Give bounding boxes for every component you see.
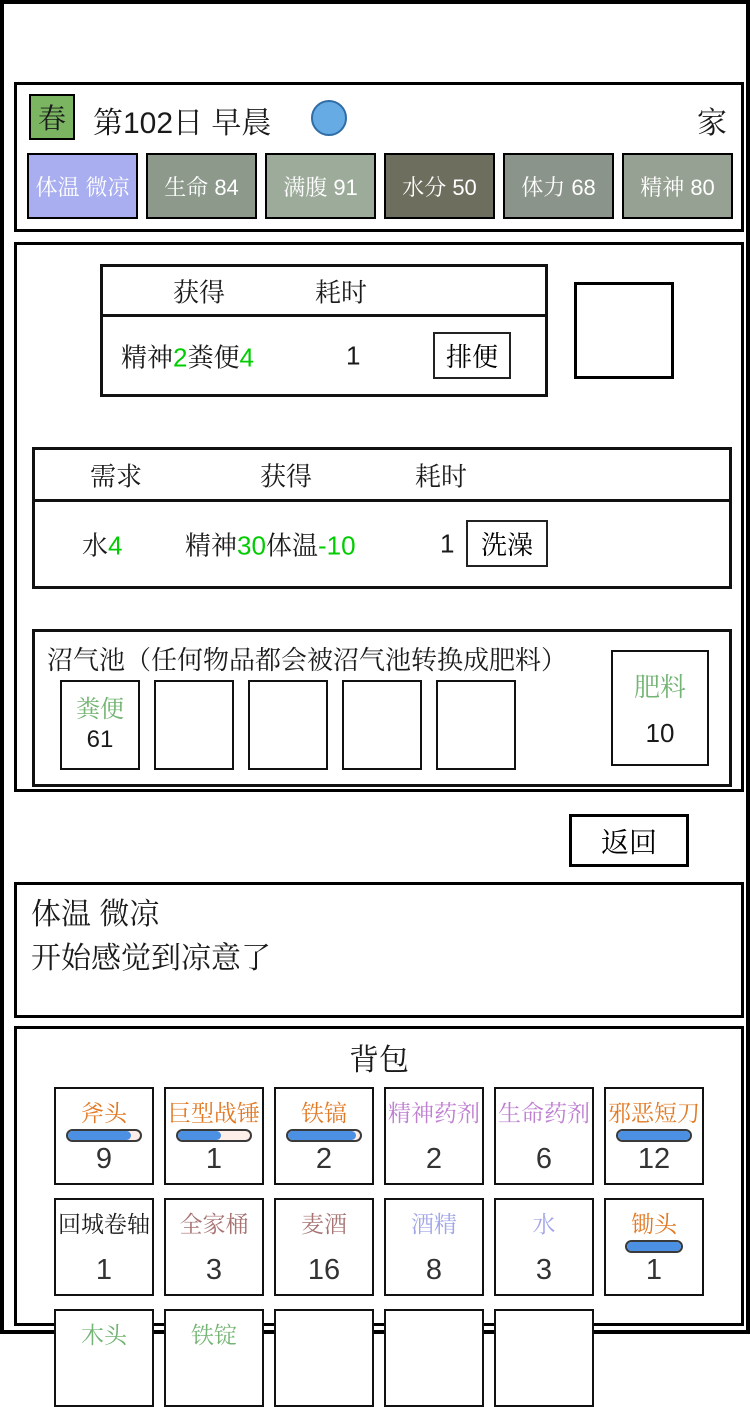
bath-time-value: 1 xyxy=(440,528,455,559)
backpack-item[interactable] xyxy=(54,1309,154,1407)
text-part: 2 xyxy=(173,342,188,372)
fertilizer-box[interactable] xyxy=(611,650,709,766)
backpack-item[interactable] xyxy=(274,1198,374,1296)
item-name: 全家桶 xyxy=(179,1211,249,1237)
backpack-title: 背包 xyxy=(349,1044,409,1077)
item-name: 斧头 xyxy=(81,1100,127,1126)
message-line: 体温 微凉 xyxy=(31,898,160,931)
biogas-slot-empty[interactable] xyxy=(342,680,422,770)
item-name: 麦酒 xyxy=(301,1211,347,1237)
status-badge: 体力 68 xyxy=(503,153,614,219)
defecate-time-value: 1 xyxy=(346,340,361,370)
backpack-item[interactable] xyxy=(384,1087,484,1185)
item-count: 16 xyxy=(307,1254,341,1286)
backpack-item[interactable] xyxy=(384,1198,484,1296)
text-part: 体温 xyxy=(265,530,318,561)
fertilizer-name: 肥料 xyxy=(633,672,686,702)
text-part: 4 xyxy=(108,530,123,561)
defecate-table xyxy=(100,264,548,397)
slot-item-name: 粪便 xyxy=(76,696,124,723)
biogas-label: 沼气池（任何物品都会被沼气池转换成肥料） xyxy=(47,645,568,675)
item-count: 2 xyxy=(315,1143,333,1175)
item-name: 精神药剂 xyxy=(388,1100,480,1126)
item-count: 1 xyxy=(645,1254,663,1286)
bath-table xyxy=(32,447,732,589)
column-need: 需求 xyxy=(90,461,143,491)
status-badge: 水分 50 xyxy=(384,153,495,219)
text-part: 粪便 xyxy=(187,342,240,372)
item-name: 回城卷轴 xyxy=(58,1211,150,1237)
durability-bar xyxy=(616,1129,692,1142)
season-badge: 春 xyxy=(29,94,75,140)
bath-need-value xyxy=(82,526,122,563)
item-count: 3 xyxy=(205,1254,223,1286)
fertilizer-count: 10 xyxy=(645,718,675,748)
column-time: 耗时 xyxy=(415,461,468,491)
backpack-item[interactable] xyxy=(54,1087,154,1185)
biogas-slot-empty[interactable] xyxy=(154,680,234,770)
defecate-table-header xyxy=(103,267,545,317)
item-count: 8 xyxy=(425,1254,443,1286)
durability-fill xyxy=(178,1131,221,1140)
text-part: -10 xyxy=(317,530,356,561)
message-box xyxy=(14,882,744,1018)
backpack-item[interactable] xyxy=(604,1087,704,1185)
backpack-item[interactable] xyxy=(604,1198,704,1296)
stats-row xyxy=(27,153,733,219)
bath-gain-value xyxy=(185,526,356,563)
backpack-item[interactable] xyxy=(274,1087,374,1185)
text-part: 水 xyxy=(82,530,109,561)
item-count: 1 xyxy=(95,1254,113,1286)
durability-fill xyxy=(618,1131,690,1140)
status-badge: 体温 微凉 xyxy=(27,153,138,219)
item-count: 2 xyxy=(425,1143,443,1175)
time-of-day-icon xyxy=(311,100,347,136)
backpack-item[interactable] xyxy=(494,1198,594,1296)
biogas-slot-empty[interactable] xyxy=(248,680,328,770)
bath-table-header xyxy=(35,450,729,502)
item-name: 锄头 xyxy=(631,1211,677,1237)
item-name: 酒精 xyxy=(411,1211,457,1237)
backpack-item-empty[interactable] xyxy=(494,1309,594,1407)
slot-item-count: 61 xyxy=(86,726,114,753)
location-label: 家 xyxy=(697,107,727,140)
durability-fill xyxy=(288,1131,356,1140)
back-button[interactable]: 返回 xyxy=(569,814,689,867)
biogas-slot-filled[interactable] xyxy=(60,680,140,770)
item-name: 铁锭 xyxy=(191,1322,237,1348)
backpack-item[interactable] xyxy=(494,1087,594,1185)
item-count: 9 xyxy=(95,1143,113,1175)
durability-bar xyxy=(66,1129,142,1142)
item-count: 6 xyxy=(535,1143,553,1175)
durability-fill xyxy=(68,1131,131,1140)
bathe-button[interactable]: 洗澡 xyxy=(466,520,548,567)
item-count: 3 xyxy=(535,1254,553,1286)
item-name: 邪恶短刀 xyxy=(608,1100,700,1126)
backpack-panel xyxy=(14,1026,744,1348)
backpack-item[interactable] xyxy=(54,1198,154,1296)
biogas-section xyxy=(32,629,732,787)
item-name: 巨型战锤 xyxy=(168,1100,260,1126)
item-count: 1 xyxy=(205,1143,223,1175)
status-badge: 精神 80 xyxy=(622,153,733,219)
defecate-gain-value xyxy=(121,337,254,374)
defecate-row xyxy=(103,317,545,394)
text-part: 精神 xyxy=(121,342,174,372)
durability-bar xyxy=(286,1129,362,1142)
backpack-item[interactable] xyxy=(164,1309,264,1407)
empty-item-slot[interactable] xyxy=(574,282,674,379)
biogas-slots xyxy=(60,680,516,770)
backpack-item[interactable] xyxy=(164,1087,264,1185)
column-time: 耗时 xyxy=(315,277,368,307)
backpack-item-empty[interactable] xyxy=(274,1309,374,1407)
biogas-slot-empty[interactable] xyxy=(436,680,516,770)
column-gain: 获得 xyxy=(260,461,313,491)
header-panel xyxy=(14,82,744,232)
item-name: 生命药剂 xyxy=(498,1100,590,1126)
durability-bar xyxy=(625,1240,683,1253)
backpack-item-empty[interactable] xyxy=(384,1309,484,1407)
column-gain: 获得 xyxy=(173,277,226,307)
actions-panel xyxy=(14,242,744,792)
message-line: 开始感觉到凉意了 xyxy=(31,942,271,975)
item-count: 12 xyxy=(637,1143,671,1175)
item-name: 水 xyxy=(532,1211,556,1237)
bath-row xyxy=(35,502,729,586)
status-badge: 生命 84 xyxy=(146,153,257,219)
date-text: 第102日 早晨 xyxy=(93,107,272,140)
backpack-grid xyxy=(54,1087,714,1407)
durability-bar xyxy=(176,1129,252,1142)
text-part: 4 xyxy=(239,342,254,372)
item-name: 铁镐 xyxy=(301,1100,347,1126)
backpack-item[interactable] xyxy=(164,1198,264,1296)
status-badge: 满腹 91 xyxy=(265,153,376,219)
item-name: 木头 xyxy=(81,1322,127,1348)
durability-fill xyxy=(627,1242,681,1251)
defecate-button[interactable]: 排便 xyxy=(433,332,511,379)
text-part: 30 xyxy=(237,530,266,561)
text-part: 精神 xyxy=(185,530,238,561)
